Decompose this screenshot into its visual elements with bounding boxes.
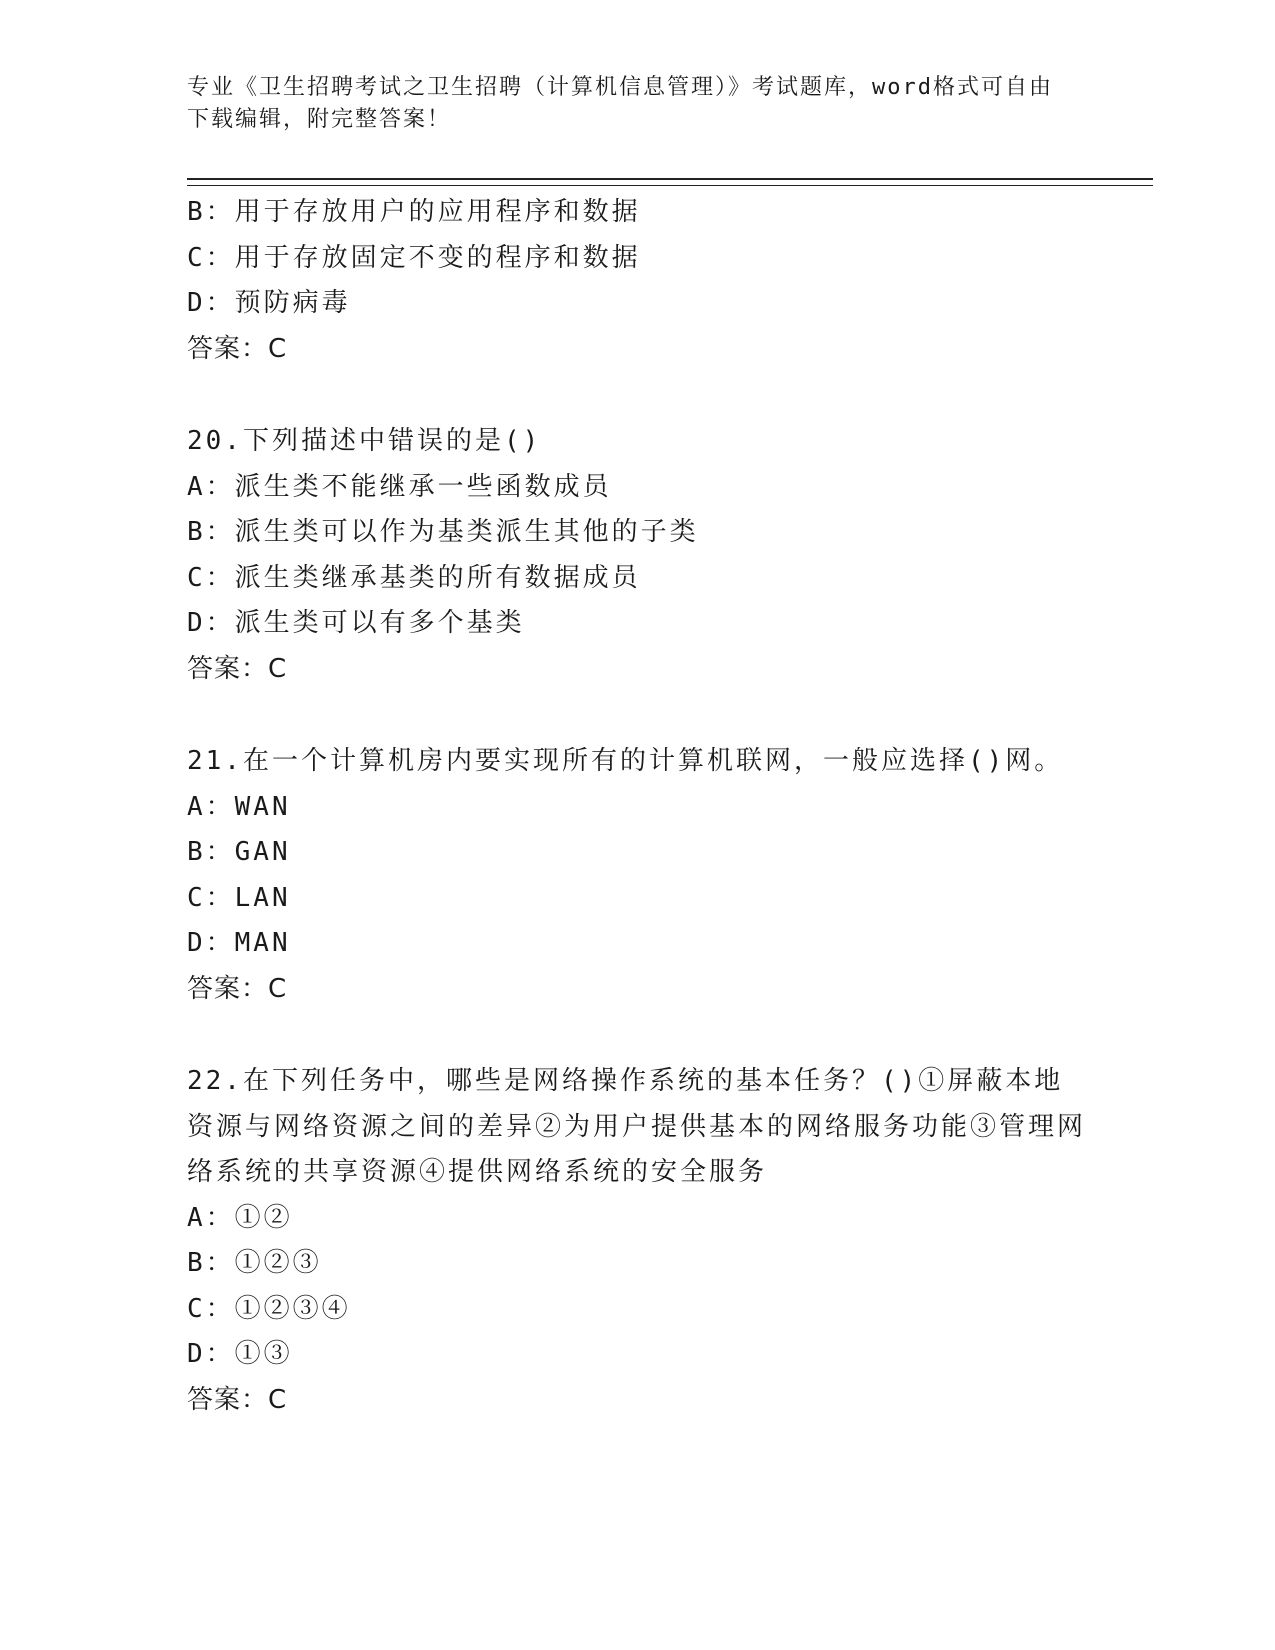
option-a: A：派生类不能继承一些函数成员 bbox=[187, 471, 612, 502]
question-list bbox=[187, 190, 1087, 1423]
answer-line: 答案：C bbox=[187, 1384, 288, 1415]
option-d: D：MAN bbox=[187, 928, 291, 958]
question-20 bbox=[187, 419, 1087, 692]
question-22 bbox=[187, 1059, 1087, 1423]
answer-line: 答案：C bbox=[187, 973, 288, 1004]
question-stem: 21.在一个计算机房内要实现所有的计算机联网，一般应选择()网。 bbox=[187, 746, 1064, 776]
question-stem: 22.在下列任务中，哪些是网络操作系统的基本任务？()①屏蔽本地资源与网络资源之间的差异②为用户提供基本的网络服务功能③管理网络系统的共享资源④提供网络系统的安全服务 bbox=[187, 1066, 1087, 1187]
answer-line: 答案：C bbox=[187, 333, 288, 364]
option-d: D：①③ bbox=[187, 1339, 293, 1369]
option-c: C：用于存放固定不变的程序和数据 bbox=[187, 242, 641, 273]
option-b: B：①②③ bbox=[187, 1248, 322, 1278]
option-b: B：用于存放用户的应用程序和数据 bbox=[187, 197, 641, 227]
option-c: C：LAN bbox=[187, 882, 291, 913]
question-19-continued bbox=[187, 190, 1087, 372]
option-c: C：①②③④ bbox=[187, 1293, 351, 1324]
option-d: D：派生类可以有多个基类 bbox=[187, 608, 525, 638]
header-divider bbox=[187, 178, 1153, 186]
question-stem: 20.下列描述中错误的是() bbox=[187, 426, 542, 456]
option-b: B：GAN bbox=[187, 837, 291, 867]
option-c: C：派生类继承基类的所有数据成员 bbox=[187, 562, 641, 593]
option-a: A：WAN bbox=[187, 791, 291, 822]
option-a: A：①② bbox=[187, 1202, 293, 1233]
option-b: B：派生类可以作为基类派生其他的子类 bbox=[187, 517, 699, 547]
option-d: D：预防病毒 bbox=[187, 288, 351, 318]
question-21 bbox=[187, 739, 1087, 1012]
answer-line: 答案：C bbox=[187, 653, 288, 684]
document-header: 专业《卫生招聘考试之卫生招聘（计算机信息管理）》考试题库，word格式可自由下载编辑，附完整答案！ bbox=[187, 75, 1053, 132]
